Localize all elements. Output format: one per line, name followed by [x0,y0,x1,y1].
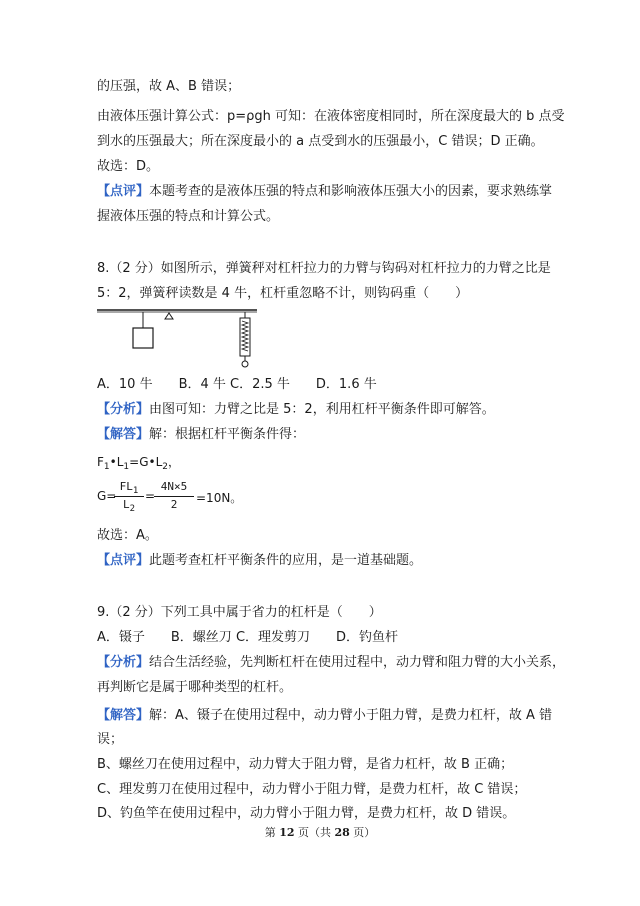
comment-text: 本题考查的是液体压强的特点和影响液体压强大小的因素，要求熟练掌 [149,184,553,199]
question-8-options: A．10 牛 B．4 牛 C．2.5 牛 D．1.6 牛 [97,377,377,392]
text-line: 到水的压强最大；所在深度最小的 a 点受到水的压强最小，C 错误；D 正确。 [97,134,544,149]
question-9-options: A．镊子 B．螺丝刀 C．理发剪刀 D．钓鱼杆 [97,630,399,645]
question-8-stem-cont: 5：2，弹簧秤读数是 4 牛，杠杆重忽略不计，则钩码重（ ） [97,286,469,301]
choice-line: 故选：A。 [97,528,158,543]
fraction-2-bar [154,496,194,497]
answer-line [97,426,305,444]
fraction-2-numerator: 4N×5 [160,480,188,493]
analysis-tag: 【分析】 [97,655,150,670]
spring-ring [242,361,248,367]
equation-2-lhs: G= [97,489,117,503]
text-line: 握液体压强的特点和计算公式。 [97,209,280,224]
fraction-1-bar [114,496,144,497]
text-line: 由液体压强计算公式：p=ρgh 可知：在液体密度相同时，所在深度最大的 b 点受 [97,109,565,124]
text-line: 的压强，故 A、B 错误； [97,79,241,94]
analysis-text: 结合生活经验，先判断杠杆在使用过程中，动力臂和阻力臂的大小关系， [149,655,566,670]
lever-diagram [97,304,267,368]
equation-2-result: =10N。 [196,491,243,505]
analysis-tag: 【分析】 [97,402,150,417]
analysis-line-cont: 再判断它是属于哪种类型的杠杆。 [97,680,293,695]
spring-coil [242,321,248,351]
comment-tag: 【点评】 [97,553,150,568]
text-line: 故选：D。 [97,159,160,174]
comment-line [97,552,422,570]
fraction-2-denominator: 2 [170,498,178,511]
answer-text: 解：A、镊子在使用过程中，动力臂小于阻力臂，是费力杠杆，故 A 错 [149,708,553,723]
answer-line [97,707,552,725]
fraction-1-numerator: $FL_1$ [119,480,139,496]
analysis-text: 由图可知：力臂之比是 5：2，利用杠杆平衡条件即可解答。 [149,402,495,417]
comment-tag: 【点评】 [97,184,150,199]
page-number: 12 [279,826,295,839]
comment-line [97,183,552,201]
analysis-line [97,401,495,419]
answer-option-c: C、理发剪刀在使用过程中，动力臂小于阻力臂，是费力杠杆，故 C 错误； [97,782,527,797]
fulcrum-icon [165,313,173,319]
fraction-1-denominator: $L_2$ [122,498,136,514]
answer-option-b: B、螺丝刀在使用过程中，动力臂大于阻力臂，是省力杠杆，故 B 正确； [97,757,514,772]
answer-line-cont: 误； [97,732,124,747]
page-total: 28 [334,826,350,839]
answer-option-d: D、钓鱼竿在使用过程中，动力臂小于阻力臂，是费力杠杆，故 D 错误。 [97,806,516,821]
answer-text: 解：根据杠杆平衡条件得： [149,427,306,442]
question-9-stem: 9.（2 分）下列工具中属于省力的杠杆是（ ） [97,605,382,620]
analysis-line [97,654,565,672]
comment-text: 此题考查杠杆平衡条件的应用，是一道基础题。 [149,553,423,568]
answer-tag: 【解答】 [97,708,150,723]
page-footer: 第 12 页（共 28 页） [264,826,376,839]
equals-sign: = [145,489,156,503]
equation-1: $F_1•L_1=G•L_2$， [97,455,181,472]
answer-tag: 【解答】 [97,427,150,442]
question-8-stem: 8.（2 分）如图所示，弹簧秤对杠杆拉力的力臂与钩码对杠杆拉力的力臂之比是 [97,261,551,276]
weight-block [133,328,153,348]
